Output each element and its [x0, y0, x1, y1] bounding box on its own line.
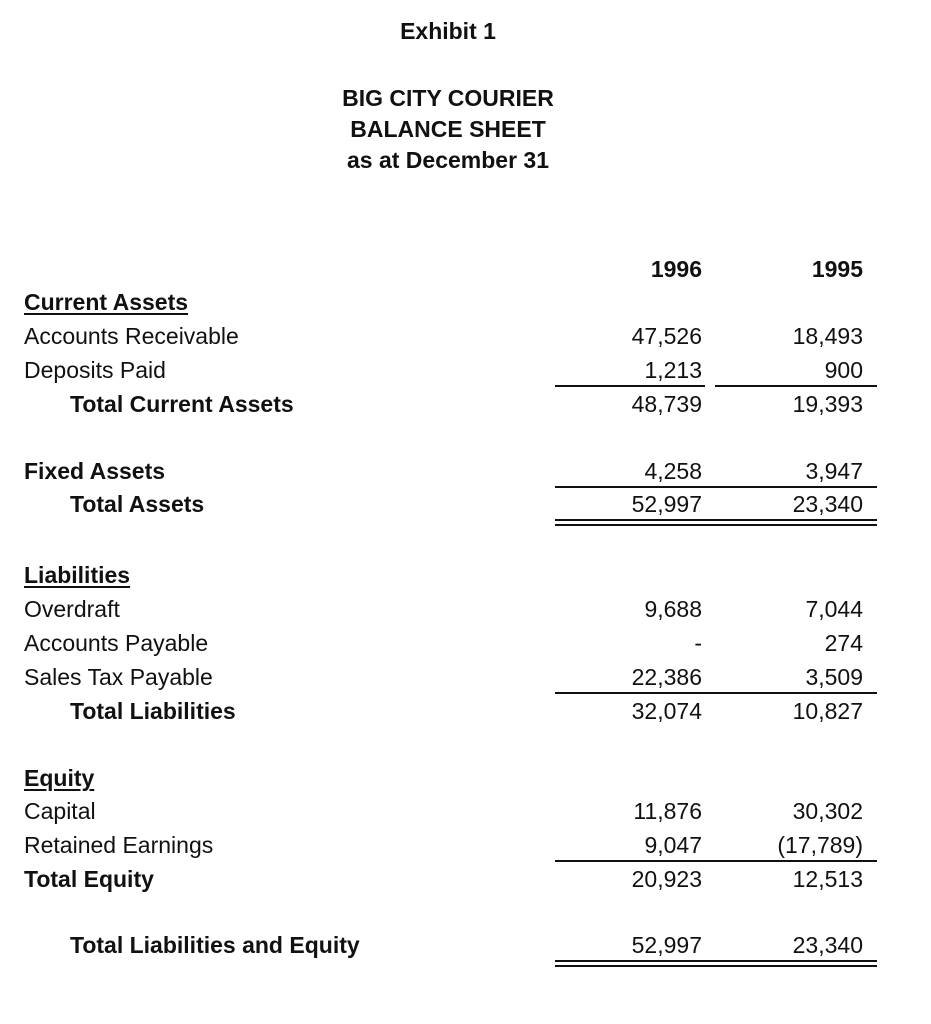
- total-liabilities-label: Total Liabilities: [70, 698, 236, 724]
- total-equity-1996: 20,923: [631, 866, 702, 892]
- retained-earnings-1996: 9,047: [644, 832, 702, 858]
- year-header-1995: 1995: [811, 256, 863, 282]
- fixed-assets-rule: [555, 486, 877, 488]
- deposits-paid-1996: 1,213: [644, 357, 702, 383]
- accounts-payable-1995: 274: [824, 630, 863, 656]
- grand-total-double-rule-top: [555, 960, 877, 962]
- accounts-receivable-1995: 18,493: [792, 323, 863, 349]
- subtotal-rule-1995: [715, 385, 877, 387]
- accounts-receivable-label: Accounts Receivable: [24, 323, 239, 349]
- statement-date: as at December 31: [346, 147, 549, 173]
- liabilities-rule: [555, 692, 877, 694]
- total-liabilities-equity-label: Total Liabilities and Equity: [70, 932, 360, 958]
- total-equity-1995: 12,513: [792, 866, 863, 892]
- total-assets-1995: 23,340: [792, 491, 863, 517]
- current-assets-heading: Current Assets: [24, 289, 189, 315]
- grand-total-double-rule-bottom: [555, 965, 877, 967]
- fixed-assets-1995: 3,947: [805, 458, 863, 484]
- statement-title: BALANCE SHEET: [350, 116, 546, 142]
- total-current-assets-1995: 19,393: [792, 391, 863, 417]
- total-current-assets-label: Total Current Assets: [70, 391, 294, 417]
- exhibit-label: Exhibit 1: [400, 18, 496, 44]
- retained-earnings-label: Retained Earnings: [24, 832, 214, 858]
- total-current-assets-1996: 48,739: [631, 391, 702, 417]
- sales-tax-payable-label: Sales Tax Payable: [24, 664, 213, 690]
- accounts-receivable-1996: 47,526: [631, 323, 702, 349]
- equity-rule: [555, 860, 877, 862]
- year-header-1996: 1996: [650, 256, 702, 282]
- total-equity-label: Total Equity: [24, 866, 154, 892]
- sales-tax-payable-1996: 22,386: [631, 664, 702, 690]
- capital-1996: 11,876: [633, 798, 702, 824]
- total-liabilities-equity-1996: 52,997: [631, 932, 702, 958]
- subtotal-rule-1996: [555, 385, 705, 387]
- retained-earnings-1995: (17,789): [777, 832, 863, 858]
- overdraft-label: Overdraft: [24, 596, 120, 622]
- total-liabilities-1996: 32,074: [631, 698, 702, 724]
- deposits-paid-label: Deposits Paid: [24, 357, 166, 383]
- total-assets-double-rule-bottom: [555, 524, 877, 526]
- deposits-paid-1995: 900: [824, 357, 863, 383]
- company-name: BIG CITY COURIER: [342, 85, 554, 111]
- capital-label: Capital: [24, 798, 96, 824]
- liabilities-heading: Liabilities: [24, 562, 131, 588]
- total-assets-1996: 52,997: [631, 491, 702, 517]
- capital-1995: 30,302: [792, 798, 863, 824]
- total-assets-double-rule-top: [555, 519, 877, 521]
- total-liabilities-1995: 10,827: [792, 698, 863, 724]
- overdraft-1995: 7,044: [805, 596, 863, 622]
- total-liabilities-equity-1995: 23,340: [792, 932, 863, 958]
- accounts-payable-label: Accounts Payable: [24, 630, 209, 656]
- overdraft-1996: 9,688: [644, 596, 702, 622]
- equity-heading: Equity: [24, 765, 95, 791]
- accounts-payable-1996: -: [694, 630, 702, 656]
- fixed-assets-1996: 4,258: [644, 458, 702, 484]
- sales-tax-payable-1995: 3,509: [805, 664, 863, 690]
- fixed-assets-label: Fixed Assets: [24, 458, 166, 484]
- total-assets-label: Total Assets: [70, 491, 205, 517]
